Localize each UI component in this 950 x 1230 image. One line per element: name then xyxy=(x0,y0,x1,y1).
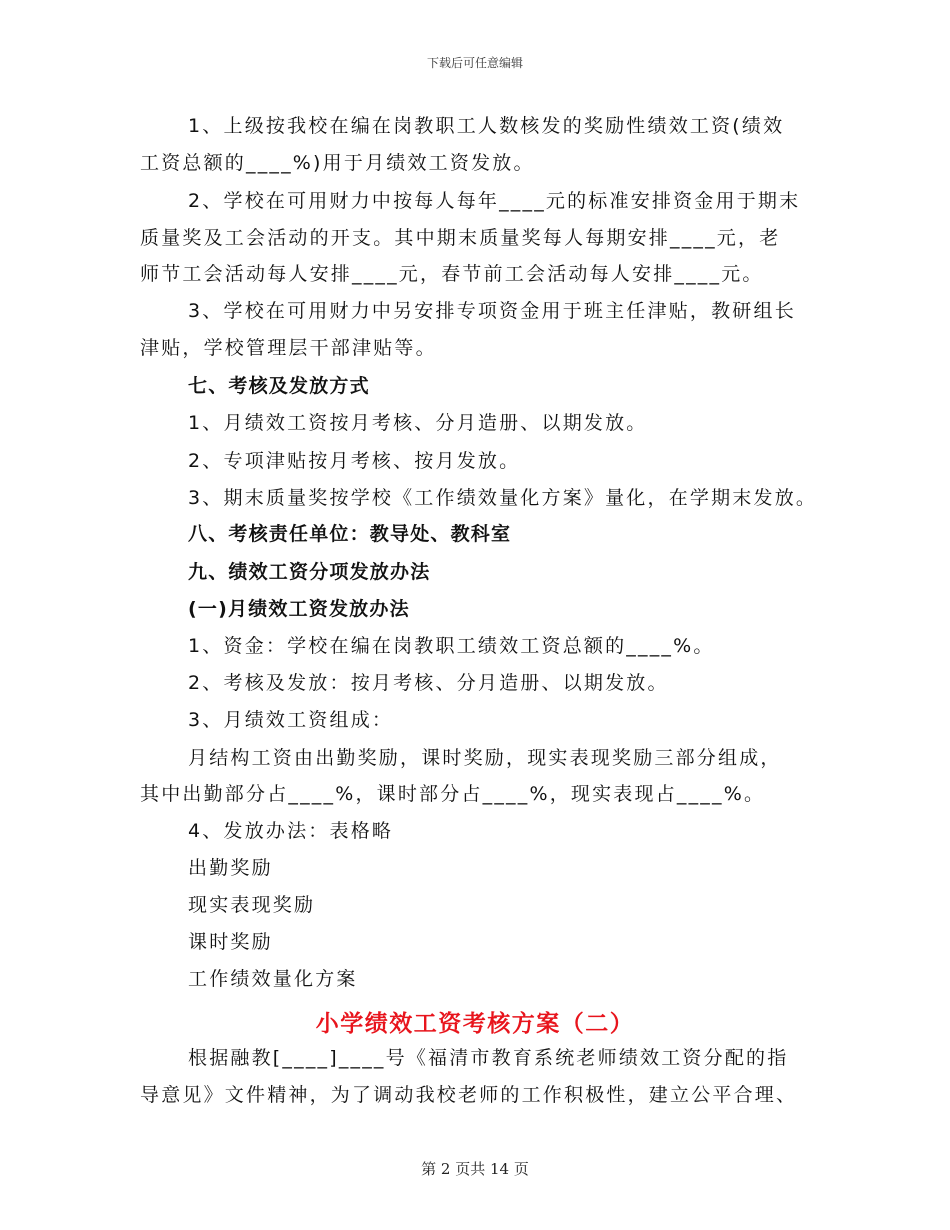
text-line: 2、专项津贴按月考核、按月发放。 xyxy=(188,450,521,472)
text-line: 出勤奖励 xyxy=(188,857,273,879)
subsection-heading: (一)月绩效工资发放办法 xyxy=(188,598,410,620)
text-line: 工作绩效量化方案 xyxy=(188,968,358,990)
text-line: 其中出勤部分占____%，课时部分占____%，现实表现占____%。 xyxy=(140,783,766,805)
text-line: 3、学校在可用财力中另安排专项资金用于班主任津贴，教研组长 xyxy=(188,300,796,322)
text-line: 3、月绩效工资组成： xyxy=(188,709,394,731)
page-footer: 第 2 页共 14 页 xyxy=(421,1160,529,1178)
text-line: 质量奖及工会活动的开支。其中期末质量奖每人每期安排____元，老 xyxy=(140,227,781,249)
text-line: 月结构工资由出勤奖励，课时奖励，现实表现奖励三部分组成， xyxy=(188,747,782,769)
text-line: 课时奖励 xyxy=(188,931,273,953)
text-line: 导意见》文件精神，为了调动我校老师的工作积极性，建立公平合理、 xyxy=(140,1084,798,1106)
text-line: 1、资金：学校在编在岗教职工绩效工资总额的____%。 xyxy=(188,635,715,657)
section-title: 小学绩效工资考核方案（二） xyxy=(315,1011,635,1037)
text-line: 2、学校在可用财力中按每人每年____元的标准安排资金用于期末 xyxy=(188,190,801,212)
section-heading: 七、考核及发放方式 xyxy=(188,375,370,397)
text-line: 现实表现奖励 xyxy=(188,894,316,916)
text-line: 1、上级按我校在编在岗教职工人数核发的奖励性绩效工资(绩效 xyxy=(188,115,785,137)
text-line: 师节工会活动每人安排____元，春节前工会活动每人安排____元。 xyxy=(140,263,764,285)
text-line: 津贴，学校管理层干部津贴等。 xyxy=(140,337,437,359)
text-line: 3、期末质量奖按学校《工作绩效量化方案》量化，在学期末发放。 xyxy=(188,487,818,509)
text-line: 根据融教[____]____号《福清市教育系统老师绩效工资分配的指 xyxy=(188,1047,789,1069)
text-line: 2、考核及发放：按月考核、分月造册、以期发放。 xyxy=(188,672,669,694)
text-line: 工资总额的____%)用于月绩效工资发放。 xyxy=(140,152,535,174)
page-header: 下载后可任意编辑 xyxy=(426,56,523,70)
section-heading: 八、考核责任单位：教导处、教科室 xyxy=(188,523,512,545)
text-line: 4、发放办法：表格略 xyxy=(188,820,394,842)
text-line: 1、月绩效工资按月考核、分月造册、以期发放。 xyxy=(188,412,648,434)
section-heading: 九、绩效工资分项发放办法 xyxy=(188,561,431,583)
